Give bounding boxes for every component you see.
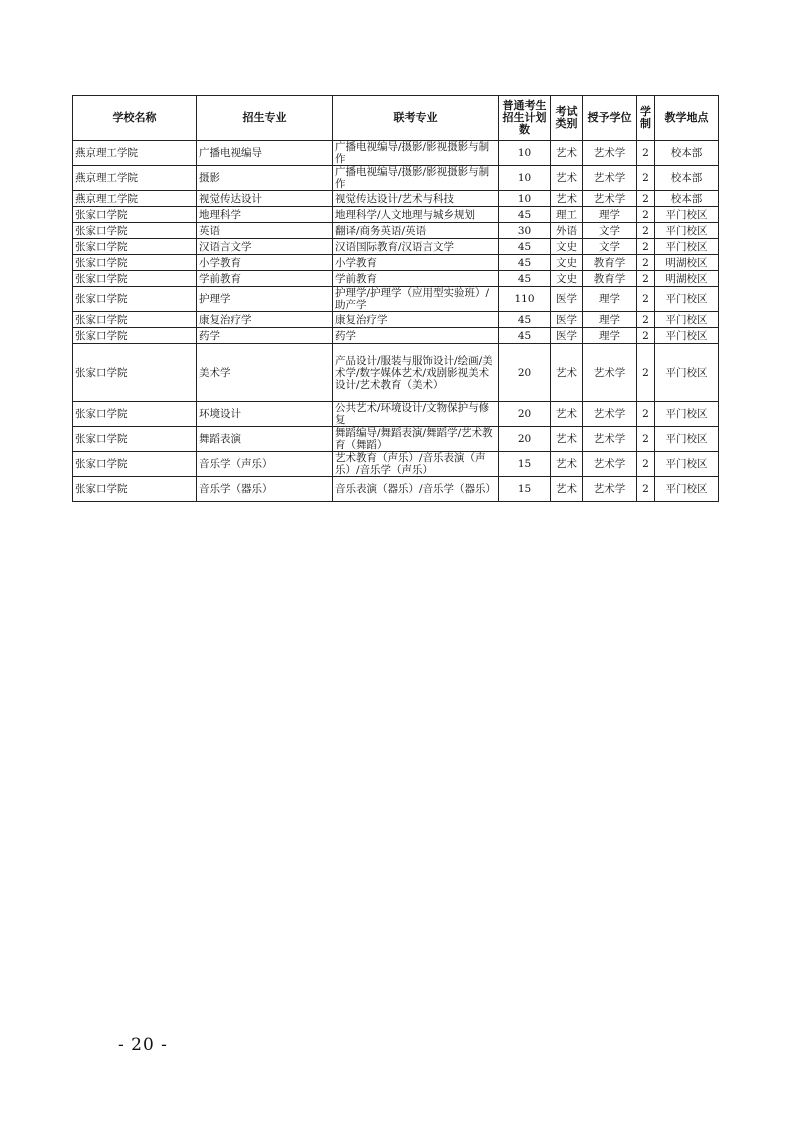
cell-major: 美术学 xyxy=(197,344,333,402)
cell-major: 地理科学 xyxy=(197,207,333,223)
table-row xyxy=(73,402,719,427)
admission-plan-table xyxy=(72,95,719,502)
table-row xyxy=(73,223,719,239)
cell-major: 环境设计 xyxy=(197,402,333,427)
cell-major: 摄影 xyxy=(197,166,333,191)
cell-joint-exam-major: 艺术教育（声乐）/音乐表演（声乐）/音乐学（声乐） xyxy=(333,452,499,477)
cell-school-name: 张家口学院 xyxy=(73,207,197,223)
cell-exam-category: 艺术 xyxy=(551,344,583,402)
header-joint-exam-major: 联考专业 xyxy=(333,96,499,141)
page-number: - 20 - xyxy=(118,1035,168,1055)
cell-location: 平门校区 xyxy=(655,223,719,239)
cell-major: 舞蹈表演 xyxy=(197,427,333,452)
cell-degree: 文学 xyxy=(583,223,637,239)
table-row xyxy=(73,166,719,191)
cell-joint-exam-major: 公共艺术/环境设计/文物保护与修复 xyxy=(333,402,499,427)
cell-location: 平门校区 xyxy=(655,427,719,452)
cell-plan-count: 20 xyxy=(499,427,551,452)
header-exam-category: 考试类别 xyxy=(551,96,583,141)
cell-plan-count: 45 xyxy=(499,239,551,255)
cell-exam-category: 艺术 xyxy=(551,452,583,477)
cell-major: 小学教育 xyxy=(197,255,333,271)
cell-degree: 理学 xyxy=(583,287,637,312)
cell-joint-exam-major: 小学教育 xyxy=(333,255,499,271)
cell-duration: 2 xyxy=(637,166,655,191)
cell-joint-exam-major: 广播电视编导/摄影/影视摄影与制作 xyxy=(333,166,499,191)
cell-degree: 理学 xyxy=(583,328,637,344)
cell-exam-category: 文史 xyxy=(551,255,583,271)
cell-school-name: 张家口学院 xyxy=(73,452,197,477)
cell-plan-count: 45 xyxy=(499,207,551,223)
cell-degree: 文学 xyxy=(583,239,637,255)
table-row xyxy=(73,207,719,223)
cell-location: 明湖校区 xyxy=(655,271,719,287)
cell-degree: 理学 xyxy=(583,207,637,223)
table-row xyxy=(73,141,719,166)
header-location: 教学地点 xyxy=(655,96,719,141)
table-body xyxy=(73,141,719,502)
cell-duration: 2 xyxy=(637,255,655,271)
cell-location: 校本部 xyxy=(655,166,719,191)
table-row xyxy=(73,344,719,402)
cell-plan-count: 45 xyxy=(499,328,551,344)
cell-exam-category: 艺术 xyxy=(551,141,583,166)
cell-joint-exam-major: 产品设计/服装与服饰设计/绘画/美术学/数字媒体艺术/戏剧影视美术设计/艺术教育（美术） xyxy=(333,344,499,402)
table-row xyxy=(73,239,719,255)
cell-duration: 2 xyxy=(637,344,655,402)
cell-duration: 2 xyxy=(637,141,655,166)
cell-degree: 艺术学 xyxy=(583,427,637,452)
cell-school-name: 张家口学院 xyxy=(73,477,197,502)
table-row xyxy=(73,287,719,312)
cell-duration: 2 xyxy=(637,207,655,223)
cell-major: 护理学 xyxy=(197,287,333,312)
header-degree: 授予学位 xyxy=(583,96,637,141)
cell-degree: 艺术学 xyxy=(583,344,637,402)
cell-joint-exam-major: 视觉传达设计/艺术与科技 xyxy=(333,191,499,207)
cell-school-name: 张家口学院 xyxy=(73,312,197,328)
cell-plan-count: 45 xyxy=(499,255,551,271)
table-row xyxy=(73,191,719,207)
cell-school-name: 张家口学院 xyxy=(73,287,197,312)
cell-location: 校本部 xyxy=(655,191,719,207)
cell-degree: 理学 xyxy=(583,312,637,328)
cell-location: 校本部 xyxy=(655,141,719,166)
cell-joint-exam-major: 药学 xyxy=(333,328,499,344)
cell-exam-category: 理工 xyxy=(551,207,583,223)
cell-major: 康复治疗学 xyxy=(197,312,333,328)
cell-school-name: 张家口学院 xyxy=(73,328,197,344)
cell-joint-exam-major: 翻译/商务英语/英语 xyxy=(333,223,499,239)
cell-major: 音乐学（声乐） xyxy=(197,452,333,477)
header-duration: 学制 xyxy=(637,96,655,141)
cell-major: 药学 xyxy=(197,328,333,344)
cell-exam-category: 医学 xyxy=(551,328,583,344)
cell-school-name: 燕京理工学院 xyxy=(73,191,197,207)
cell-plan-count: 10 xyxy=(499,166,551,191)
cell-plan-count: 15 xyxy=(499,477,551,502)
cell-joint-exam-major: 学前教育 xyxy=(333,271,499,287)
cell-joint-exam-major: 护理学/护理学（应用型实验班）/助产学 xyxy=(333,287,499,312)
cell-location: 平门校区 xyxy=(655,402,719,427)
cell-duration: 2 xyxy=(637,452,655,477)
cell-duration: 2 xyxy=(637,328,655,344)
cell-location: 平门校区 xyxy=(655,207,719,223)
header-plan-count: 普通考生招生计划数 xyxy=(499,96,551,141)
table-row xyxy=(73,477,719,502)
cell-exam-category: 艺术 xyxy=(551,427,583,452)
cell-exam-category: 外语 xyxy=(551,223,583,239)
cell-duration: 2 xyxy=(637,427,655,452)
cell-exam-category: 艺术 xyxy=(551,166,583,191)
cell-duration: 2 xyxy=(637,312,655,328)
cell-joint-exam-major: 音乐表演（器乐）/音乐学（器乐） xyxy=(333,477,499,502)
cell-joint-exam-major: 地理科学/人文地理与城乡规划 xyxy=(333,207,499,223)
cell-school-name: 张家口学院 xyxy=(73,239,197,255)
cell-location: 平门校区 xyxy=(655,452,719,477)
table-row xyxy=(73,328,719,344)
cell-major: 视觉传达设计 xyxy=(197,191,333,207)
header-major: 招生专业 xyxy=(197,96,333,141)
table-row xyxy=(73,312,719,328)
cell-major: 广播电视编导 xyxy=(197,141,333,166)
cell-joint-exam-major: 汉语国际教育/汉语言文学 xyxy=(333,239,499,255)
cell-major: 英语 xyxy=(197,223,333,239)
table-row xyxy=(73,427,719,452)
cell-degree: 艺术学 xyxy=(583,141,637,166)
cell-exam-category: 医学 xyxy=(551,312,583,328)
cell-duration: 2 xyxy=(637,477,655,502)
cell-exam-category: 文史 xyxy=(551,271,583,287)
header-school-name: 学校名称 xyxy=(73,96,197,141)
cell-location: 平门校区 xyxy=(655,287,719,312)
cell-exam-category: 文史 xyxy=(551,239,583,255)
cell-plan-count: 110 xyxy=(499,287,551,312)
cell-degree: 艺术学 xyxy=(583,402,637,427)
cell-plan-count: 10 xyxy=(499,141,551,166)
cell-school-name: 张家口学院 xyxy=(73,271,197,287)
cell-location: 平门校区 xyxy=(655,328,719,344)
cell-duration: 2 xyxy=(637,223,655,239)
cell-school-name: 燕京理工学院 xyxy=(73,166,197,191)
cell-degree: 艺术学 xyxy=(583,452,637,477)
cell-exam-category: 医学 xyxy=(551,287,583,312)
cell-school-name: 张家口学院 xyxy=(73,344,197,402)
cell-exam-category: 艺术 xyxy=(551,402,583,427)
cell-school-name: 张家口学院 xyxy=(73,255,197,271)
cell-major: 汉语言文学 xyxy=(197,239,333,255)
cell-duration: 2 xyxy=(637,239,655,255)
cell-plan-count: 15 xyxy=(499,452,551,477)
cell-major: 学前教育 xyxy=(197,271,333,287)
cell-degree: 艺术学 xyxy=(583,477,637,502)
cell-plan-count: 45 xyxy=(499,312,551,328)
cell-exam-category: 艺术 xyxy=(551,191,583,207)
table-row xyxy=(73,255,719,271)
cell-degree: 教育学 xyxy=(583,271,637,287)
cell-major: 音乐学（器乐） xyxy=(197,477,333,502)
cell-duration: 2 xyxy=(637,402,655,427)
cell-location: 平门校区 xyxy=(655,344,719,402)
cell-plan-count: 10 xyxy=(499,191,551,207)
cell-joint-exam-major: 康复治疗学 xyxy=(333,312,499,328)
header-row xyxy=(73,96,719,141)
table-row xyxy=(73,271,719,287)
cell-plan-count: 30 xyxy=(499,223,551,239)
cell-joint-exam-major: 广播电视编导/摄影/影视摄影与制作 xyxy=(333,141,499,166)
cell-school-name: 燕京理工学院 xyxy=(73,141,197,166)
cell-school-name: 张家口学院 xyxy=(73,223,197,239)
cell-degree: 教育学 xyxy=(583,255,637,271)
cell-location: 明湖校区 xyxy=(655,255,719,271)
cell-exam-category: 艺术 xyxy=(551,477,583,502)
cell-school-name: 张家口学院 xyxy=(73,427,197,452)
cell-location: 平门校区 xyxy=(655,312,719,328)
cell-plan-count: 45 xyxy=(499,271,551,287)
cell-location: 平门校区 xyxy=(655,239,719,255)
cell-degree: 艺术学 xyxy=(583,191,637,207)
cell-joint-exam-major: 舞蹈编导/舞蹈表演/舞蹈学/艺术教育（舞蹈） xyxy=(333,427,499,452)
cell-plan-count: 20 xyxy=(499,402,551,427)
cell-school-name: 张家口学院 xyxy=(73,402,197,427)
table-row xyxy=(73,452,719,477)
cell-duration: 2 xyxy=(637,271,655,287)
cell-duration: 2 xyxy=(637,191,655,207)
cell-plan-count: 20 xyxy=(499,344,551,402)
cell-degree: 艺术学 xyxy=(583,166,637,191)
cell-duration: 2 xyxy=(637,287,655,312)
table-header xyxy=(73,96,719,141)
cell-location: 平门校区 xyxy=(655,477,719,502)
